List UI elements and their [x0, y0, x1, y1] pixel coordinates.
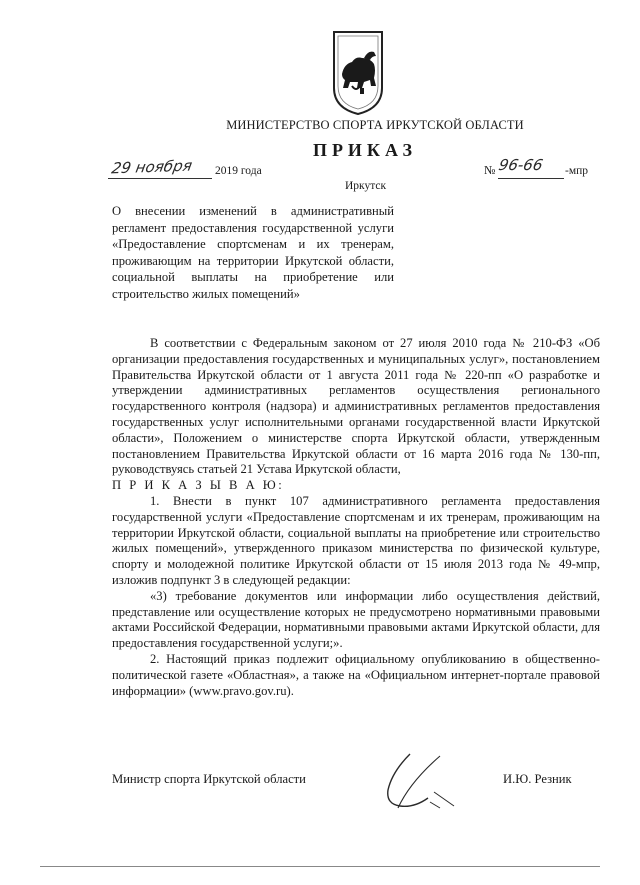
date-year: 2019 года [215, 165, 262, 177]
irkutsk-coat-of-arms-icon [330, 28, 386, 118]
document-subject: О внесении изменений в административный регламент предоставления государственной услуги «Предоставление спортсменам и их тренерам, проживающим на территории Иркутской области, социальной выплаты на приобретение или строительство жилых помещений» [112, 204, 394, 301]
handwritten-date: 29 ноября [110, 156, 194, 178]
date-underline [108, 178, 212, 179]
order-item-1: 1. Внести в пункт 107 административного регламента предоставления государственной услуги «Предоставление спортсменам и их тренерам, проживающим на территории Иркутской области, социальной выплаты на приобретение или строительство жилых помещений», утвержденного приказом министерства по физической культуре, спорту и молодежной политике Иркутской области от 15 июля 2013 года № 49-мпр, изложив подпункт 3 в следующей редакции: [112, 493, 600, 587]
page-bottom-rule [40, 866, 600, 867]
document-body [112, 336, 600, 699]
signatory-name: И.Ю. Резник [503, 772, 572, 786]
signatory-title: Министр спорта Иркутской области [112, 772, 306, 786]
orders-heading: П Р И К А З Ы В А Ю: [112, 478, 285, 493]
document-number-prefix: № [484, 163, 496, 177]
order-item-1-quote: «3) требование документов или информации либо осуществления действий, представление или осуществление которых не предусмотрено нормативными правовыми актами Российской Федерации, нормативными правовыми актами Иркутской области, для предоставления государственной услуги;». [112, 588, 600, 651]
preamble-paragraph: В соответствии с Федеральным законом от 27 июля 2010 года № 210-ФЗ «Об организации предоставления государственных и муниципальных услуг», постановлением Правительства Иркутской области от 1 августа 2011 года № 220-пп «О разработке и утверждении административных регламентов осуществления регионального государственного контроля (надзора) и административных регламентов предоставления государственных услуг исполнительными органами государственной власти Иркутской области», Положением о министерстве спорта Иркутской области, утвержденным постановлением Правительства Иркутской области от 16 марта 2016 года № 130-пп, руководствуясь статьей 21 Устава Иркутской области, [112, 336, 600, 477]
document-type-title: ПРИКАЗ [312, 140, 418, 160]
document-number-suffix: -мпр [565, 165, 589, 177]
handwritten-signature-icon [370, 742, 480, 822]
document-city: Иркутск [345, 180, 387, 192]
handwritten-document-number: 96-66 [497, 156, 545, 174]
order-item-2: 2. Настоящий приказ подлежит официальному опубликованию в общественно-политической газете «Областная», а также на «Официальном интернет-портале правовой информации» (www.pravo.gov.ru). [112, 651, 600, 698]
number-underline [498, 178, 564, 179]
ministry-name: МИНИСТЕРСТВО СПОРТА ИРКУТСКОЙ ОБЛАСТИ [226, 118, 524, 132]
